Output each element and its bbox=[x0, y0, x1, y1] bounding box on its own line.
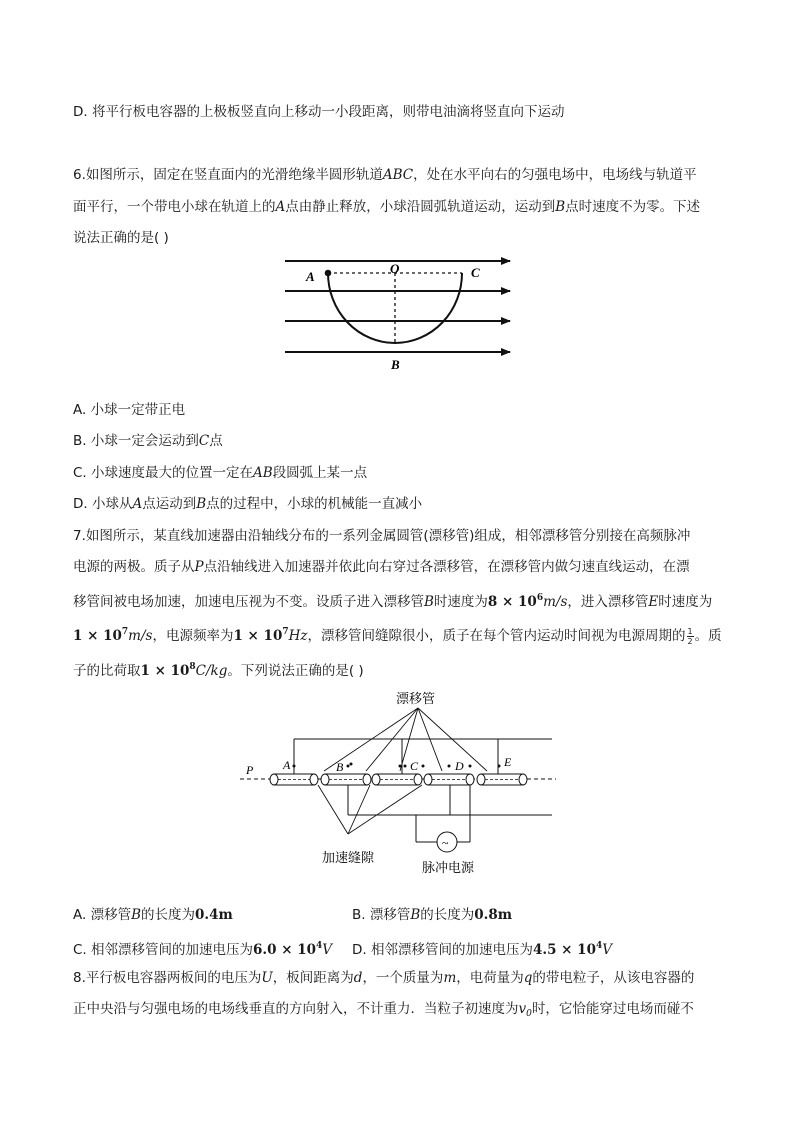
label-b: B bbox=[336, 760, 344, 774]
q7-stem-line-4: $1 \times 10^7m/s$，电源频率为$1 \times 10^7Hz$，漂移管间缝隙很小，质子在每个管内运动时间视为电源周期的 $\frac{1}{2}$ 。质 bbox=[73, 627, 722, 646]
q6-figure bbox=[270, 248, 530, 374]
q7-option-a: A. 漂移管B的长度为0.4m bbox=[73, 907, 233, 923]
q6-option-b: B. 小球一定会运动到C点 bbox=[73, 433, 223, 449]
q7-figure bbox=[230, 682, 560, 880]
q6-stem-line-2: 面平行，一个带电小球在轨道上的A点由静止释放，小球沿圆弧轨道运动，运动到B点时速度不为零。下述 bbox=[73, 199, 701, 215]
q7-option-d: D. 相邻漂移管间的加速电压为$4.5 \times 10^4V$ bbox=[352, 941, 612, 958]
label-d: D bbox=[455, 759, 464, 773]
q7-stem-line-1: 7.如图所示，某直线加速器由沿轴线分布的一系列金属圆管(漂移管)组成，相邻漂移管分别接在高频脉冲 bbox=[73, 528, 691, 544]
q6-stem-line-3: 说法正确的是( ) bbox=[73, 230, 169, 246]
fraction-one-half: $\frac{1}{2}$ bbox=[687, 627, 693, 646]
label-e: E bbox=[504, 755, 512, 769]
q6-option-d: D. 小球从A点运动到B点的过程中，小球的机械能一直减小 bbox=[73, 496, 423, 512]
label-pulse-source: 脉冲电源 bbox=[422, 861, 475, 876]
label-gap: 加速缝隙 bbox=[322, 851, 375, 866]
label-c: C bbox=[471, 265, 480, 280]
q8-stem-line-1: 8.平行板电容器两板间的电压为U，板间距离为d，一个质量为m，电荷量为q的带电粒子，从该电容器的 bbox=[73, 970, 695, 986]
q5-option-d: D. 将平行板电容器的上极板竖直向上移动一小段距离，则带电油滴将竖直向下运动 bbox=[73, 104, 565, 120]
label-c: C bbox=[410, 759, 419, 773]
q7-stem-line-2: 电源的两极。质子从P点沿轴线进入加速器并依此向右穿过各漂移管，在漂移管内做匀速直线运动，在漂 bbox=[73, 559, 690, 575]
label-o: O bbox=[390, 261, 400, 276]
ac-tilde: ~ bbox=[442, 836, 449, 850]
q8-stem-line-2: 正中央沿与匀强电场的电场线垂直的方向射入，不计重力．当粒子初速度为$v_0$时，它恰能穿过电场而碰不 bbox=[73, 1001, 694, 1019]
label-a: A bbox=[306, 269, 315, 284]
q7-option-b: B. 漂移管B的长度为0.8m bbox=[352, 907, 513, 923]
q6-option-c: C. 小球速度最大的位置一定在AB段圆弧上某一点 bbox=[73, 465, 368, 481]
q7-stem-line-3: 移管间被电场加速，加速电压视为不变。设质子进入漂移管B时速度为$8 \times 10^6m/s$，进入漂移管E时速度为 bbox=[73, 593, 713, 610]
q6-stem-line-1: 6.如图所示，固定在竖直面内的光滑绝缘半圆形轨道ABC，处在水平向右的匀强电场中，电场线与轨道平 bbox=[73, 167, 697, 183]
label-a: A bbox=[283, 758, 291, 772]
drift-tube-a bbox=[270, 774, 318, 785]
drift-tube-c bbox=[372, 774, 422, 785]
drift-tube-e bbox=[477, 774, 527, 785]
ball-at-a bbox=[325, 270, 332, 277]
label-p: P bbox=[246, 763, 254, 777]
q7-stem-line-5: 子的比荷取$1 \times 10^8C/kg$。下列说法正确的是( ) bbox=[73, 662, 364, 679]
label-drift-tube: 漂移管 bbox=[396, 692, 436, 707]
drift-tube-b bbox=[321, 774, 371, 785]
semicircle-track bbox=[328, 273, 462, 343]
q7-option-c: C. 相邻漂移管间的加速电压为$6.0 \times 10^4V$ bbox=[73, 941, 333, 958]
label-b: B bbox=[391, 357, 400, 372]
q6-option-a: A. 小球一定带正电 bbox=[73, 402, 186, 418]
drift-tube-d bbox=[424, 774, 474, 785]
